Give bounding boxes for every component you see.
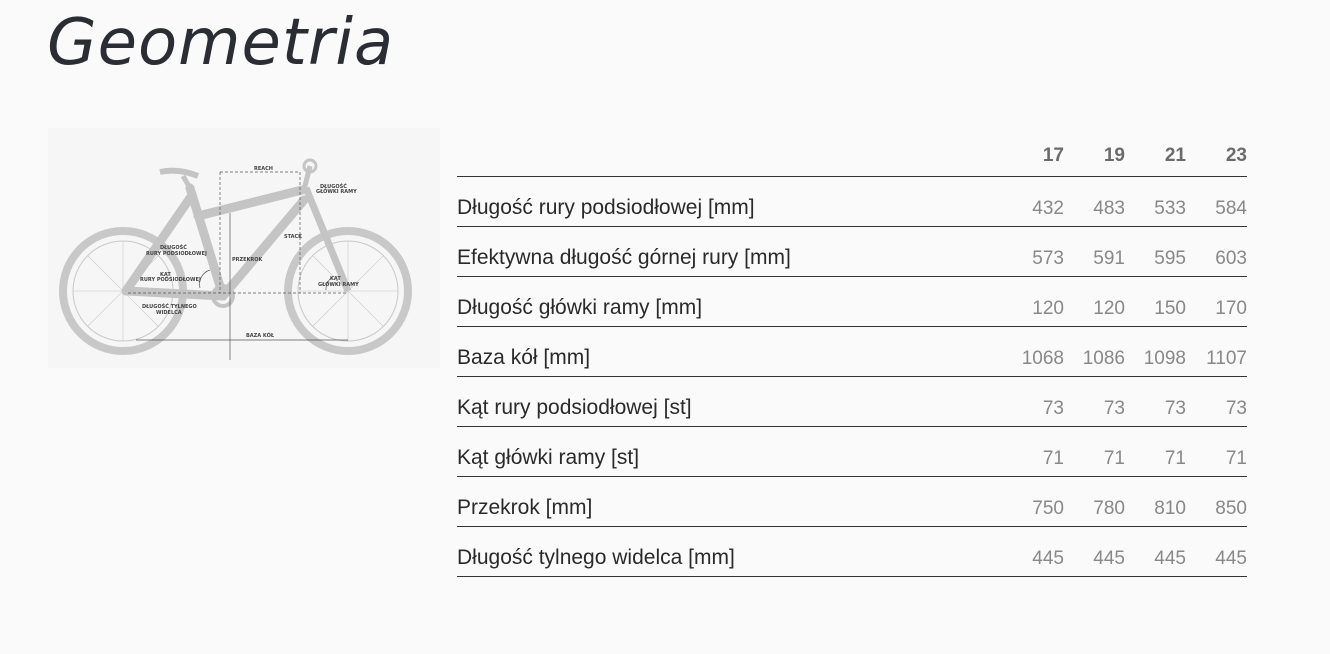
label-seat-tube-1: DŁUGOŚĆ xyxy=(160,245,187,251)
row-label: Przekrok [mm] xyxy=(457,477,1003,527)
table-row xyxy=(457,427,1247,477)
table-row xyxy=(457,277,1247,327)
row-value: 71 xyxy=(1186,427,1247,477)
label-standover: PRZEKROK xyxy=(232,257,263,263)
row-value: 73 xyxy=(1003,377,1064,427)
header-empty-cell xyxy=(457,136,1003,177)
row-value: 1068 xyxy=(1003,327,1064,377)
row-value: 1086 xyxy=(1064,327,1125,377)
row-label: Długość tylnego widelca [mm] xyxy=(457,527,1003,577)
row-value: 750 xyxy=(1003,477,1064,527)
row-value: 150 xyxy=(1125,277,1186,327)
label-wheelbase: BAZA KÓŁ xyxy=(246,333,275,339)
row-value: 810 xyxy=(1125,477,1186,527)
row-value: 73 xyxy=(1064,377,1125,427)
label-head-angle-2: GŁÓWKI RAMY xyxy=(318,282,359,288)
row-label: Kąt główki ramy [st] xyxy=(457,427,1003,477)
row-value: 1107 xyxy=(1186,327,1247,377)
table-row xyxy=(457,527,1247,577)
size-header: 23 xyxy=(1186,136,1247,177)
row-value: 780 xyxy=(1064,477,1125,527)
table-row xyxy=(457,477,1247,527)
row-value: 73 xyxy=(1125,377,1186,427)
row-value: 483 xyxy=(1064,177,1125,227)
row-value: 445 xyxy=(1064,527,1125,577)
label-seat-angle-2: RURY PODSIODŁOWEJ xyxy=(140,277,201,283)
bike-diagram-svg xyxy=(48,128,440,368)
page-title: Geometria xyxy=(47,6,395,80)
row-value: 573 xyxy=(1003,227,1064,277)
row-value: 73 xyxy=(1186,377,1247,427)
row-value: 603 xyxy=(1186,227,1247,277)
table-row xyxy=(457,327,1247,377)
table-row xyxy=(457,227,1247,277)
row-label: Baza kół [mm] xyxy=(457,327,1003,377)
label-seat-angle-1: KĄT xyxy=(160,272,171,278)
row-value: 595 xyxy=(1125,227,1186,277)
row-value: 432 xyxy=(1003,177,1064,227)
row-value: 850 xyxy=(1186,477,1247,527)
row-value: 445 xyxy=(1125,527,1186,577)
row-label: Długość rury podsiodłowej [mm] xyxy=(457,177,1003,227)
size-header: 19 xyxy=(1064,136,1125,177)
label-reach: REACH xyxy=(254,166,273,172)
row-value: 120 xyxy=(1064,277,1125,327)
label-chainstay-2: WIDELCA xyxy=(156,310,182,316)
row-value: 445 xyxy=(1003,527,1064,577)
bike-geometry-diagram xyxy=(48,128,440,368)
row-value: 71 xyxy=(1003,427,1064,477)
size-header: 21 xyxy=(1125,136,1186,177)
label-chainstay-1: DŁUGOŚĆ TYLNEGO xyxy=(142,304,197,310)
row-value: 445 xyxy=(1186,527,1247,577)
size-header: 17 xyxy=(1003,136,1064,177)
row-value: 1098 xyxy=(1125,327,1186,377)
label-stack: STACK xyxy=(284,234,303,240)
label-head-angle-1: KĄT xyxy=(330,276,341,282)
size-header-row xyxy=(457,136,1247,177)
row-label: Długość główki ramy [mm] xyxy=(457,277,1003,327)
row-label: Efektywna długość górnej rury [mm] xyxy=(457,227,1003,277)
row-value: 591 xyxy=(1064,227,1125,277)
table-row xyxy=(457,377,1247,427)
row-value: 71 xyxy=(1125,427,1186,477)
row-label: Kąt rury podsiodłowej [st] xyxy=(457,377,1003,427)
row-value: 533 xyxy=(1125,177,1186,227)
label-seat-tube-2: RURY PODSIODŁOWEJ xyxy=(146,251,207,257)
geometry-table xyxy=(457,136,1247,577)
label-head-tube-1: DŁUGOŚĆ xyxy=(320,184,347,190)
row-value: 71 xyxy=(1064,427,1125,477)
row-value: 584 xyxy=(1186,177,1247,227)
table-row xyxy=(457,177,1247,227)
row-value: 170 xyxy=(1186,277,1247,327)
label-head-tube-2: GŁÓWKI RAMY xyxy=(316,189,357,195)
row-value: 120 xyxy=(1003,277,1064,327)
